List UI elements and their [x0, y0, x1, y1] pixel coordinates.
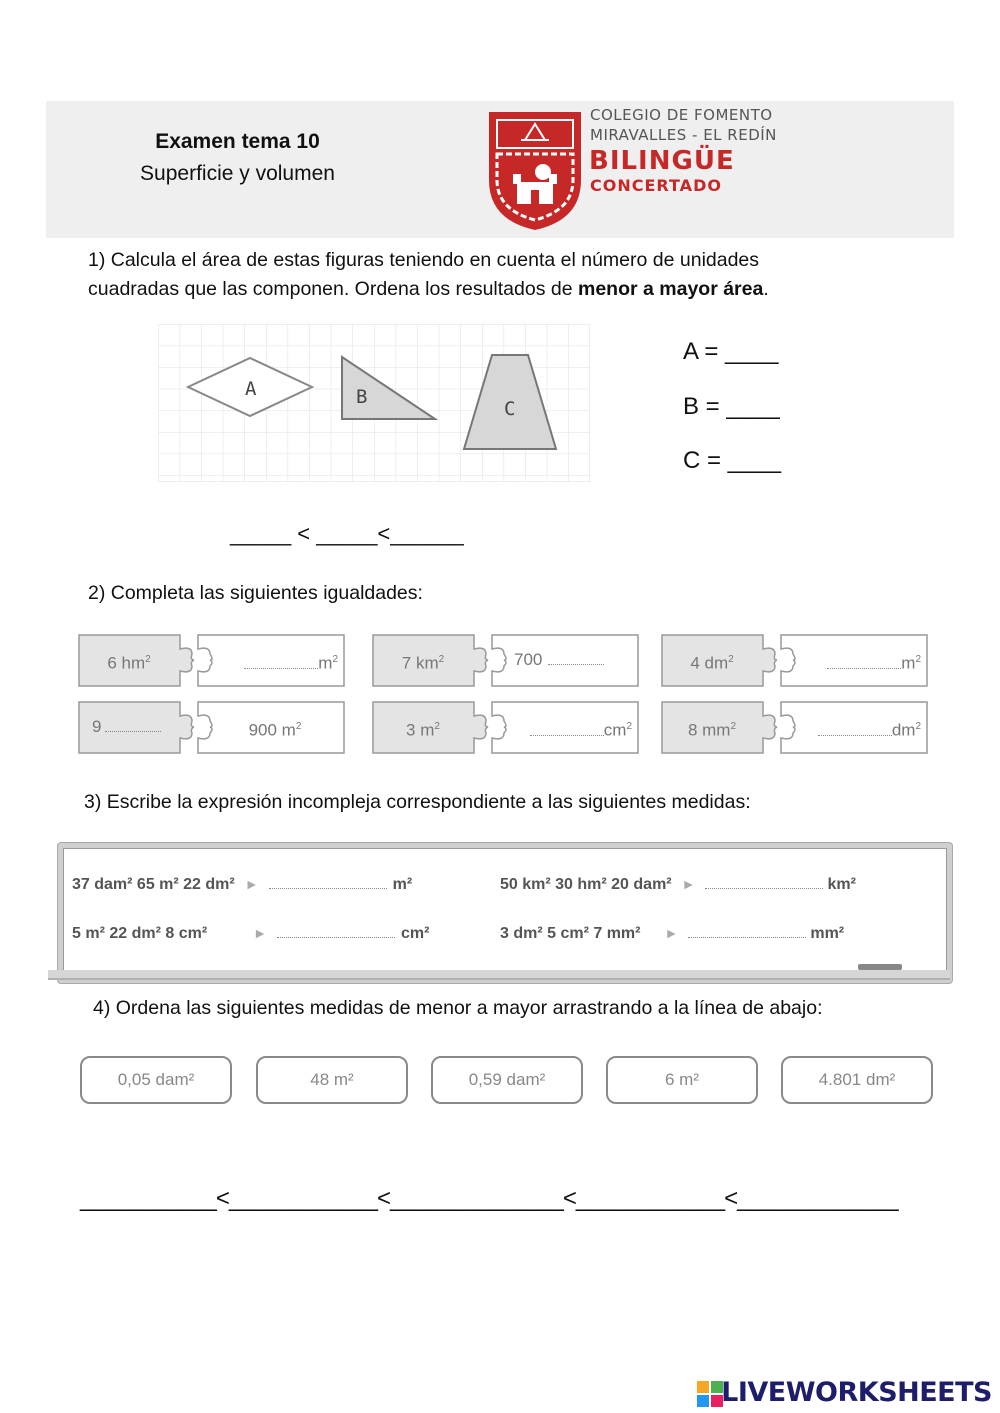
q1-grid-figure [158, 324, 590, 482]
q3-text: 3) Escribe la expresión incompleja correspondiente a las siguientes medidas: [84, 791, 751, 813]
q3-blank-2[interactable] [705, 882, 823, 889]
puzzle-blank[interactable] [827, 662, 901, 669]
drag-pill-3[interactable]: 0,59 dam² [431, 1056, 583, 1104]
liveworksheets-logo-text: LIVEWORKSHEETS [721, 1377, 992, 1408]
chalk-eraser-icon [858, 964, 902, 970]
q4-text: 4) Ordena las siguientes medidas de menor a mayor arrastrando a la línea de abajo: [93, 997, 823, 1019]
puzzle-left-value: 4 $dm^2$ [690, 653, 734, 673]
puzzle-left-value: 7 $km^2$ [401, 653, 445, 673]
q3-blank-4[interactable] [688, 931, 806, 938]
puzzle-left-value: 9 [78, 701, 194, 753]
puzzle-right-value: 700 [506, 634, 640, 686]
q2-text: 2) Completa las siguientes igualdades: [88, 582, 423, 604]
shape-b-label: B [356, 386, 368, 408]
exam-title: Examen tema 10 [155, 130, 320, 153]
puzzle-left-value: 6 $hm^2$ [107, 653, 151, 673]
answer-c-input[interactable]: C = ____ [683, 447, 782, 474]
school-name-line2: MIRAVALLES - EL REDÍN [590, 126, 777, 144]
q3-item-4: 3 dm² 5 cm² 7 mm² ► mm² [500, 925, 845, 942]
puzzle-blank[interactable] [818, 729, 892, 736]
q3-blank-3[interactable] [277, 931, 395, 938]
puzzle-pair-1 [78, 634, 336, 686]
board-ledge [48, 970, 950, 980]
q4-order-line[interactable]: ___________<____________<______________<____________<_____________ [80, 1185, 898, 1212]
puzzle-left-value: 8 $mm^2$ [687, 720, 737, 740]
puzzle-blank[interactable] [548, 658, 604, 665]
q3-board [58, 843, 952, 983]
puzzle-right-value: $dm^2$ [795, 701, 921, 753]
puzzle-blank[interactable] [530, 729, 604, 736]
q1-text-line2: cuadradas que las componen. Ordena los resultados de menor a mayor área. [88, 278, 769, 300]
drag-pill-1[interactable]: 0,05 dam² [80, 1056, 232, 1104]
puzzle-blank[interactable] [244, 662, 318, 669]
puzzle-blank[interactable] [105, 725, 161, 732]
q1-order-line[interactable]: _____ < _____<______ [230, 521, 464, 546]
shape-a-label: A [245, 378, 257, 400]
q3-item-1: 37 dam² 65 m² 22 dm² ► m² [72, 876, 413, 893]
puzzle-right-value: $cm^2$ [506, 701, 632, 753]
shape-c-label: C [504, 398, 516, 420]
puzzle-right-value: $m^2$ [212, 634, 338, 686]
exam-subtitle: Superficie y volumen [140, 162, 335, 185]
puzzle-pair-4 [78, 701, 336, 753]
liveworksheets-logo-icon [697, 1381, 723, 1412]
q1-text-line1: 1) Calcula el área de estas figuras teniendo en cuenta el número de unidades [88, 249, 760, 271]
q3-item-3: 5 m² 22 dm² 8 cm² ► cm² [72, 925, 430, 942]
drag-pill-5[interactable]: 4.801 dm² [781, 1056, 933, 1104]
school-bilingue: BILINGÜE [589, 146, 735, 176]
answer-a-input[interactable]: A = ____ [683, 338, 779, 365]
drag-pill-2[interactable]: 48 m² [256, 1056, 408, 1104]
school-name-line1: COLEGIO DE FOMENTO [590, 106, 773, 124]
puzzle-left-value: 3 $m^2$ [406, 720, 440, 740]
drag-pill-4[interactable]: 6 m² [606, 1056, 758, 1104]
puzzle-pair-2 [372, 634, 630, 686]
puzzle-pair-6 [661, 701, 919, 753]
school-crest-icon [487, 110, 583, 232]
school-concertado: CONCERTADO [590, 176, 722, 195]
answer-b-input[interactable]: B = ____ [683, 393, 780, 420]
puzzle-right-value: $m^2$ [795, 634, 921, 686]
q3-item-2: 50 km² 30 hm² 20 dam² ► km² [500, 876, 856, 893]
puzzle-right-value: 900 $m^2$ [248, 720, 302, 740]
puzzle-pair-5 [372, 701, 630, 753]
q3-blank-1[interactable] [269, 882, 387, 889]
puzzle-pair-3 [661, 634, 919, 686]
